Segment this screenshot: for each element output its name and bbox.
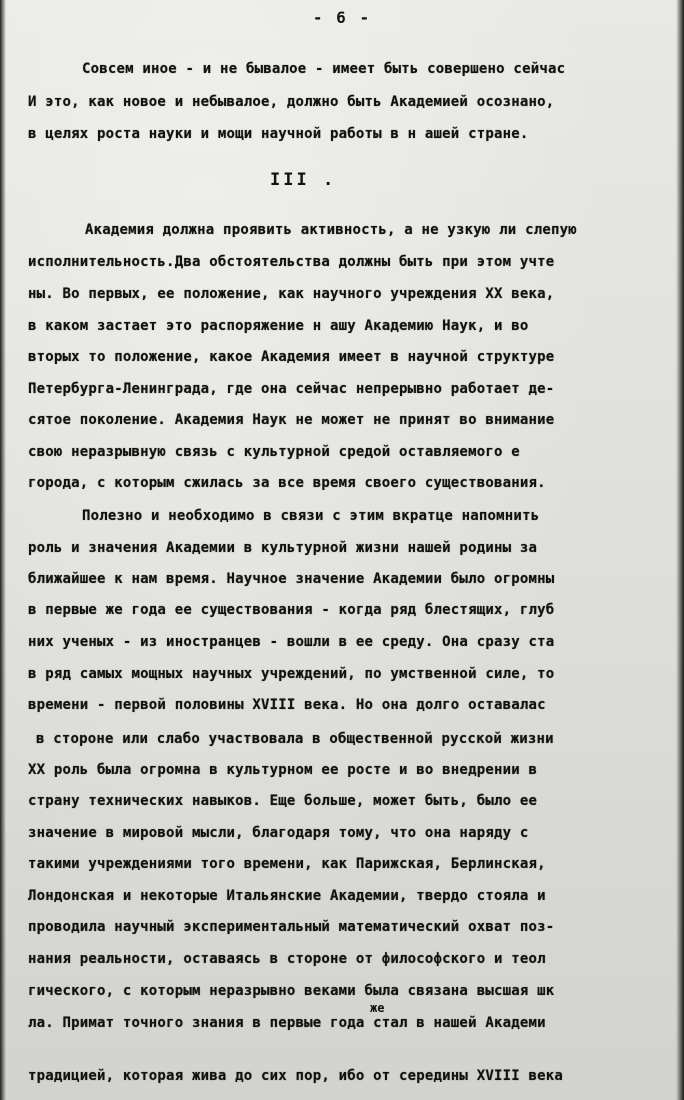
text-line-15: ближайшее к нам время. Научное значение Академии было огромны [28,571,555,587]
text-line-6: ны. Во первых, ее положение, как научного учреждения ХХ века, [28,286,555,302]
text-line-12: города, с которым сжилась за все время своего существования. [28,475,546,491]
text-line-17: них ученых - из иностранцев - вошли в ее среду. Она сразу ста [28,634,555,650]
text-line-25: Лондонская и некоторые Итальянские Академии, твердо стояла и [28,888,546,904]
text-line-1: Совсем иное - и не бывалое - имеет быть совершено сейчас [82,61,566,77]
text-line-26: проводила научный экспериментальный математический охват поз- [28,919,555,935]
text-line-23: значение в мировой мысли, благодаря тому, что она наряду с [28,825,529,841]
text-line-27: нания реальности, оставаясь в стороне от философского и теол [28,951,546,967]
text-line-29: ла. Примат точного знания в первые года стал в нашей Академи [28,1015,546,1031]
text-line-21: ХХ роль была огромна в культурном ее росте и во внедрении в [28,762,538,778]
text-line-24: такими учреждениями того времени, как Парижская, Берлинская, [28,856,546,872]
text-line-18: в ряд самых мощных научных учреждений, по умственной силе, то [28,666,555,682]
text-line-11: свою неразрывную связь с культурной средой оставляемого е [28,444,520,460]
text-line-10: сятое поколение. Академия Наук не может не принят во внимание [28,412,555,428]
text-line-9: Петербурга-Ленинграда, где она сейчас непрерывно работает де- [28,381,555,397]
text-line-16: в первые же года ее существования - когда ряд блестящих, глуб [28,602,555,618]
text-line-8: вторых то положение, какое Академия имеет в научной структуре [28,349,555,365]
text-line-7: в каком застает это распоряжение н ашу Академию Наук, и во [28,318,529,334]
text-line-14: роль и значения Академии в культурной жизни нашей родины за [28,540,538,556]
text-line-13: Полезно и необходимо в связи с этим вкратце напомнить [82,508,540,524]
scan-edge-left [0,0,6,1100]
text-line-20: в стороне или слабо участвовала в общественной русской жизни [36,731,554,747]
scan-edge-right [676,0,684,1100]
text-line-19: времени - первой половины XVIII века. Но она долго оставалас [28,697,546,713]
text-line-5: исполнительность.Два обстоятельства должны быть при этом учте [28,254,555,270]
text-line-22: страну технических навыков. Еще больше, может быть, было ее [28,793,538,809]
text-line-3: в целях роста науки и мощи научной работы в н ашей стране. [28,126,529,142]
section-heading: III . [270,170,337,190]
text-line-2: И это, как новое и небывалое, должно быть Академией осознано, [28,94,555,110]
handwritten-insertion: же [370,1001,385,1015]
text-line-4: Академия должна проявить активность, а не узкую ли слепую [85,222,577,238]
text-line-28: гического, с которым неразрывно веками была связана высшая шк [28,983,555,999]
page-number: - 6 - [312,8,372,27]
text-line-30: традицией, которая жива до сих пор, ибо от середины XVIII века [28,1068,563,1084]
